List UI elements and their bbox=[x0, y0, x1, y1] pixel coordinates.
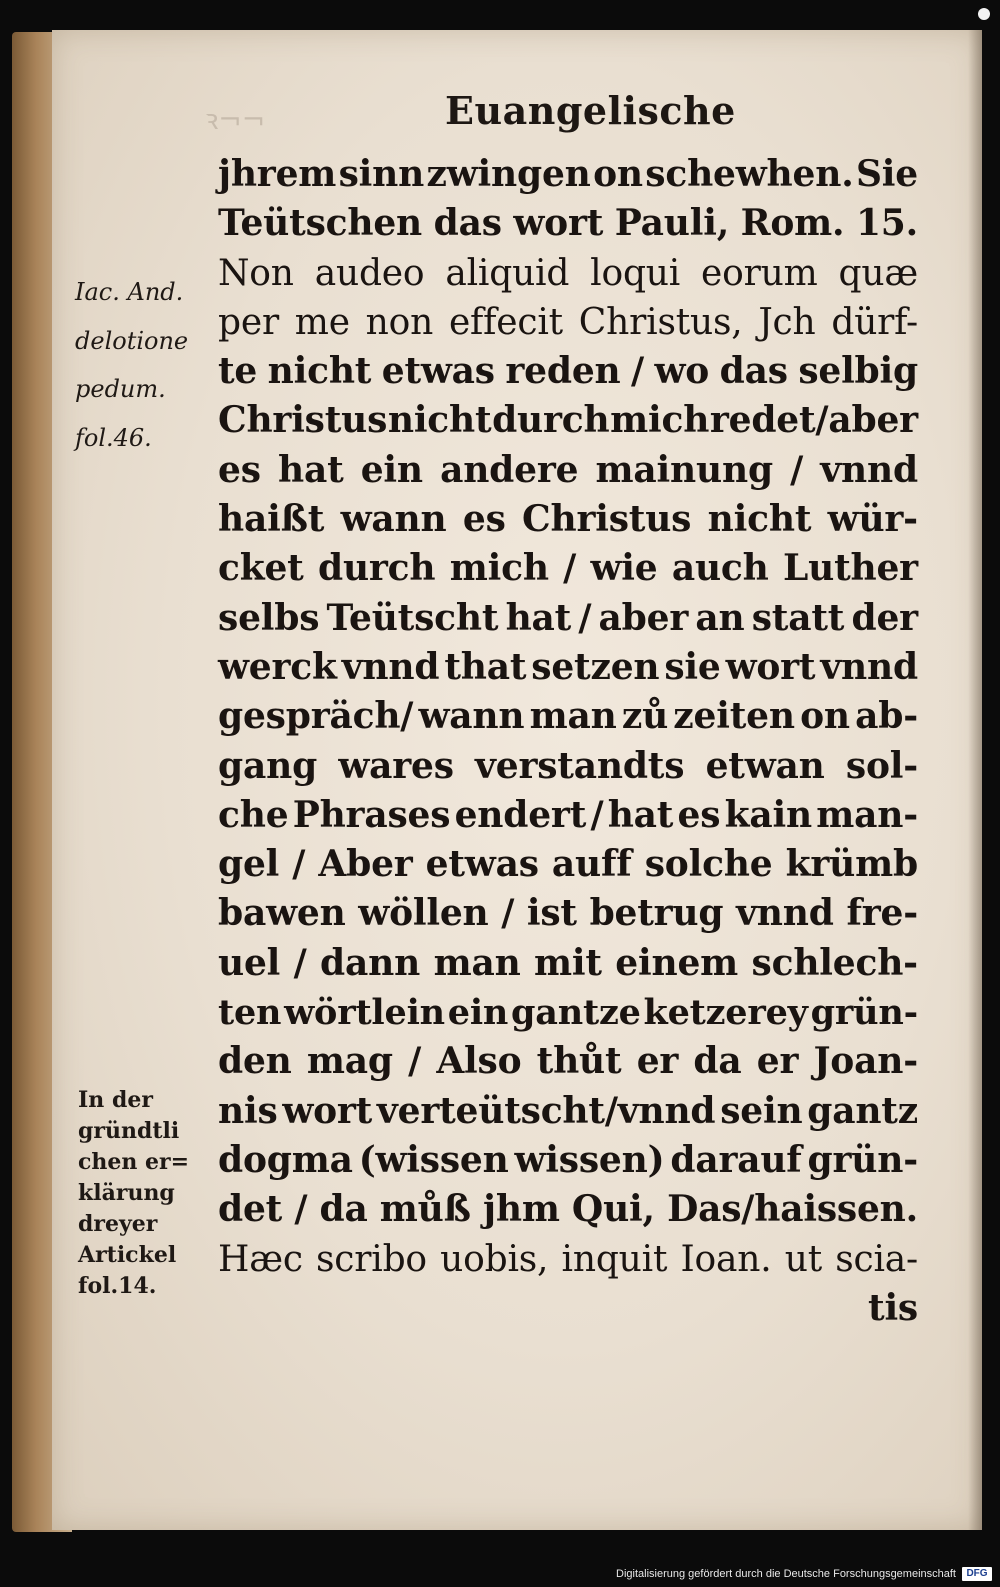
word: Luther bbox=[782, 547, 918, 590]
margin-note-line: fol.46. bbox=[75, 423, 152, 452]
word: můß bbox=[379, 1188, 471, 1231]
text-line bbox=[218, 1185, 918, 1234]
word: krümb bbox=[785, 843, 918, 886]
word: / bbox=[563, 547, 577, 590]
word: nicht bbox=[267, 350, 372, 393]
text-line bbox=[218, 594, 918, 643]
text-line bbox=[218, 1087, 918, 1136]
word: gantze bbox=[511, 992, 641, 1034]
page-shadow-edge bbox=[968, 30, 982, 1530]
word: Qui, bbox=[571, 1188, 655, 1231]
word: ten bbox=[218, 992, 282, 1034]
word: dann bbox=[320, 941, 421, 984]
word: es bbox=[462, 498, 506, 541]
text-line bbox=[218, 643, 918, 692]
word: effecit bbox=[448, 301, 563, 343]
word: auch bbox=[671, 547, 769, 590]
text-line bbox=[218, 1284, 918, 1333]
word: / bbox=[292, 843, 306, 886]
word: nicht bbox=[707, 498, 812, 541]
word: selbs bbox=[218, 596, 320, 639]
word: det bbox=[218, 1188, 283, 1231]
word: vnnd bbox=[820, 645, 918, 688]
word: mainung bbox=[595, 448, 773, 491]
word: gespräch/ bbox=[218, 695, 414, 738]
footer-credit: Digitalisierung gefördert durch die Deutsche Forschungsgemeinschaft bbox=[616, 1568, 956, 1580]
text-line bbox=[218, 347, 918, 396]
word: ketzerey bbox=[643, 992, 808, 1034]
word: / bbox=[578, 596, 592, 639]
word: verstandts bbox=[475, 744, 685, 787]
word: Phrases bbox=[292, 793, 451, 836]
word: man bbox=[433, 941, 521, 984]
word: Joan- bbox=[813, 1040, 918, 1083]
word: auff bbox=[551, 843, 632, 886]
word: andere bbox=[440, 448, 579, 491]
word: scia- bbox=[835, 1238, 918, 1280]
word: gang bbox=[218, 744, 318, 787]
word: che bbox=[218, 793, 289, 836]
word: es bbox=[677, 793, 721, 836]
word: gantz bbox=[807, 1089, 918, 1132]
text-line bbox=[218, 298, 918, 347]
word: der bbox=[851, 596, 918, 639]
word: / bbox=[790, 448, 804, 491]
word: endert bbox=[454, 793, 587, 836]
word: aliquid bbox=[445, 252, 570, 294]
word: Ioan. bbox=[680, 1238, 772, 1280]
word: mich bbox=[449, 547, 549, 590]
word: loqui bbox=[590, 252, 681, 294]
text-line bbox=[218, 544, 918, 593]
word: Christus, bbox=[578, 301, 743, 343]
word: etwas bbox=[381, 350, 495, 393]
word: eorum bbox=[701, 252, 818, 294]
word: Christus bbox=[218, 399, 388, 442]
word: ein bbox=[360, 448, 423, 491]
word: thůt bbox=[536, 1040, 622, 1083]
word: wann bbox=[418, 695, 525, 738]
word: vnnd bbox=[736, 892, 834, 935]
word: werck bbox=[218, 645, 337, 688]
word: / bbox=[293, 941, 307, 984]
word: ein bbox=[447, 992, 509, 1034]
word: wie bbox=[590, 547, 658, 590]
text-line bbox=[218, 1037, 918, 1086]
dfg-logo: DFG bbox=[962, 1567, 992, 1581]
word: on bbox=[593, 153, 643, 195]
word: kain bbox=[724, 793, 812, 836]
word: das bbox=[719, 350, 788, 393]
word: reden bbox=[505, 350, 621, 393]
text-line bbox=[218, 1235, 918, 1284]
word: sol- bbox=[845, 744, 918, 787]
word: Also bbox=[436, 1040, 522, 1083]
word: mag bbox=[306, 1040, 393, 1083]
word: dürf- bbox=[831, 301, 918, 343]
word: wares bbox=[338, 744, 454, 787]
margin-note-line: chen er= bbox=[78, 1149, 190, 1175]
word: aber bbox=[598, 596, 689, 639]
word: es bbox=[218, 448, 261, 491]
text-line bbox=[218, 150, 918, 199]
word: den bbox=[218, 1040, 292, 1083]
text-line bbox=[218, 889, 918, 938]
word: nicht bbox=[387, 399, 492, 442]
text-line bbox=[218, 988, 918, 1037]
word: Christus bbox=[522, 498, 692, 541]
word: nis bbox=[218, 1089, 278, 1132]
margin-note-line: fol.14. bbox=[78, 1273, 157, 1299]
word: Rom. bbox=[740, 202, 845, 245]
word: selbig bbox=[798, 350, 918, 393]
word: schewhen. bbox=[645, 153, 854, 195]
text-line bbox=[218, 249, 918, 298]
word: cket bbox=[218, 547, 304, 590]
margin-note-line: gründtli bbox=[78, 1118, 180, 1144]
word: (wissen bbox=[358, 1138, 509, 1181]
text-line bbox=[218, 396, 918, 445]
word: vnnd bbox=[341, 645, 440, 688]
text-line bbox=[218, 742, 918, 791]
word: fre- bbox=[846, 892, 918, 935]
word: Hæc bbox=[218, 1238, 303, 1280]
word: zwingen bbox=[426, 153, 591, 195]
word: etwan bbox=[705, 744, 825, 787]
word: scribo bbox=[316, 1238, 427, 1280]
word: zeiten bbox=[673, 695, 795, 738]
word: etwas bbox=[425, 843, 539, 886]
word: that bbox=[444, 645, 527, 688]
word: Sie bbox=[855, 153, 918, 195]
word: haißt bbox=[218, 498, 325, 541]
word: per bbox=[218, 301, 279, 343]
word: wann bbox=[340, 498, 447, 541]
word: non bbox=[365, 301, 434, 343]
margin-note-line: dreyer bbox=[78, 1211, 158, 1237]
margin-notes-bottom bbox=[78, 1085, 218, 1302]
word: hat bbox=[505, 596, 572, 639]
word: grün- bbox=[810, 992, 918, 1034]
word: das bbox=[433, 202, 502, 245]
word: inquit bbox=[561, 1238, 668, 1280]
word: da bbox=[319, 1188, 368, 1231]
text-line bbox=[218, 692, 918, 741]
word: wort bbox=[725, 645, 816, 688]
word: mich bbox=[610, 399, 710, 442]
word: / bbox=[294, 1188, 308, 1231]
word: da bbox=[693, 1040, 742, 1083]
word: schlech- bbox=[751, 941, 918, 984]
word: setzen bbox=[531, 645, 660, 688]
word: hat bbox=[607, 793, 674, 836]
text-line bbox=[218, 840, 918, 889]
digitization-footer bbox=[616, 1565, 992, 1583]
word: wo bbox=[654, 350, 710, 393]
word: verteütscht/vnnd bbox=[376, 1089, 716, 1132]
word: tis bbox=[868, 1286, 918, 1329]
word: durch bbox=[492, 399, 610, 442]
word: an bbox=[695, 596, 745, 639]
word: redet/aber bbox=[709, 399, 918, 442]
word: sein bbox=[720, 1089, 803, 1132]
text-line bbox=[218, 939, 918, 988]
word: wörtlein bbox=[284, 992, 445, 1034]
text-line bbox=[218, 791, 918, 840]
margin-note-line: klärung bbox=[78, 1180, 175, 1206]
corner-marker-icon bbox=[974, 4, 994, 24]
word: vnnd bbox=[820, 448, 918, 491]
word: ut bbox=[784, 1238, 822, 1280]
word: hat bbox=[277, 448, 344, 491]
text-line bbox=[218, 199, 918, 248]
word: Teütschen bbox=[218, 202, 423, 245]
word: wöllen bbox=[358, 892, 489, 935]
word: wissen) bbox=[514, 1138, 665, 1181]
word: grün- bbox=[807, 1138, 918, 1181]
word: man- bbox=[816, 793, 918, 836]
word: durch bbox=[317, 547, 436, 590]
word: Teütscht bbox=[326, 596, 499, 639]
word: / bbox=[590, 793, 604, 836]
word: / bbox=[631, 350, 644, 393]
word: wort bbox=[282, 1089, 373, 1132]
margin-note-line: pedum. bbox=[75, 375, 166, 403]
word: jhm bbox=[483, 1188, 560, 1231]
word: Aber bbox=[318, 843, 413, 886]
text-line bbox=[218, 495, 918, 544]
word: Non bbox=[218, 252, 294, 294]
margin-note-line: Artickel bbox=[78, 1242, 177, 1268]
word: solche bbox=[644, 843, 773, 886]
word: sie bbox=[664, 645, 721, 688]
word: 15. bbox=[855, 202, 918, 245]
word: Das/haissen. bbox=[667, 1188, 918, 1231]
margin-note-line: Iac. And. bbox=[75, 278, 184, 306]
word: quæ bbox=[838, 252, 918, 294]
word: wür- bbox=[827, 498, 918, 541]
word: er bbox=[636, 1040, 679, 1083]
word: betrug bbox=[589, 892, 724, 935]
word: darauf bbox=[670, 1138, 802, 1181]
word: uobis, bbox=[440, 1238, 549, 1280]
text-line bbox=[218, 1136, 918, 1185]
word: sinn bbox=[338, 153, 425, 195]
word: mit bbox=[534, 941, 602, 984]
margin-notes-top bbox=[75, 268, 220, 462]
word: ist bbox=[526, 892, 577, 935]
word: ab- bbox=[855, 695, 918, 738]
word: zů bbox=[621, 695, 669, 738]
word: gel bbox=[218, 843, 280, 886]
word: dogma bbox=[218, 1138, 353, 1181]
margin-note-line: In der bbox=[78, 1087, 153, 1113]
show-through-ink: ꝛ¬¬ bbox=[205, 103, 266, 136]
text-line bbox=[218, 446, 918, 495]
word: jhrem bbox=[218, 153, 337, 195]
word: statt bbox=[751, 596, 845, 639]
running-head: Euangelische bbox=[445, 88, 736, 133]
word: wort bbox=[513, 202, 604, 245]
word: me bbox=[294, 301, 350, 343]
word: Jch bbox=[758, 301, 816, 343]
body-text bbox=[218, 150, 918, 1333]
word: te bbox=[218, 350, 258, 393]
word: / bbox=[501, 892, 515, 935]
word: / bbox=[408, 1040, 422, 1083]
word: bawen bbox=[218, 892, 346, 935]
word: uel bbox=[218, 941, 281, 984]
word: on bbox=[800, 695, 850, 738]
word: einem bbox=[615, 941, 739, 984]
margin-note-line: delotione bbox=[75, 326, 189, 355]
word: audeo bbox=[314, 252, 425, 294]
word: er bbox=[756, 1040, 799, 1083]
word: man bbox=[529, 695, 617, 738]
word: Pauli, bbox=[614, 202, 730, 245]
